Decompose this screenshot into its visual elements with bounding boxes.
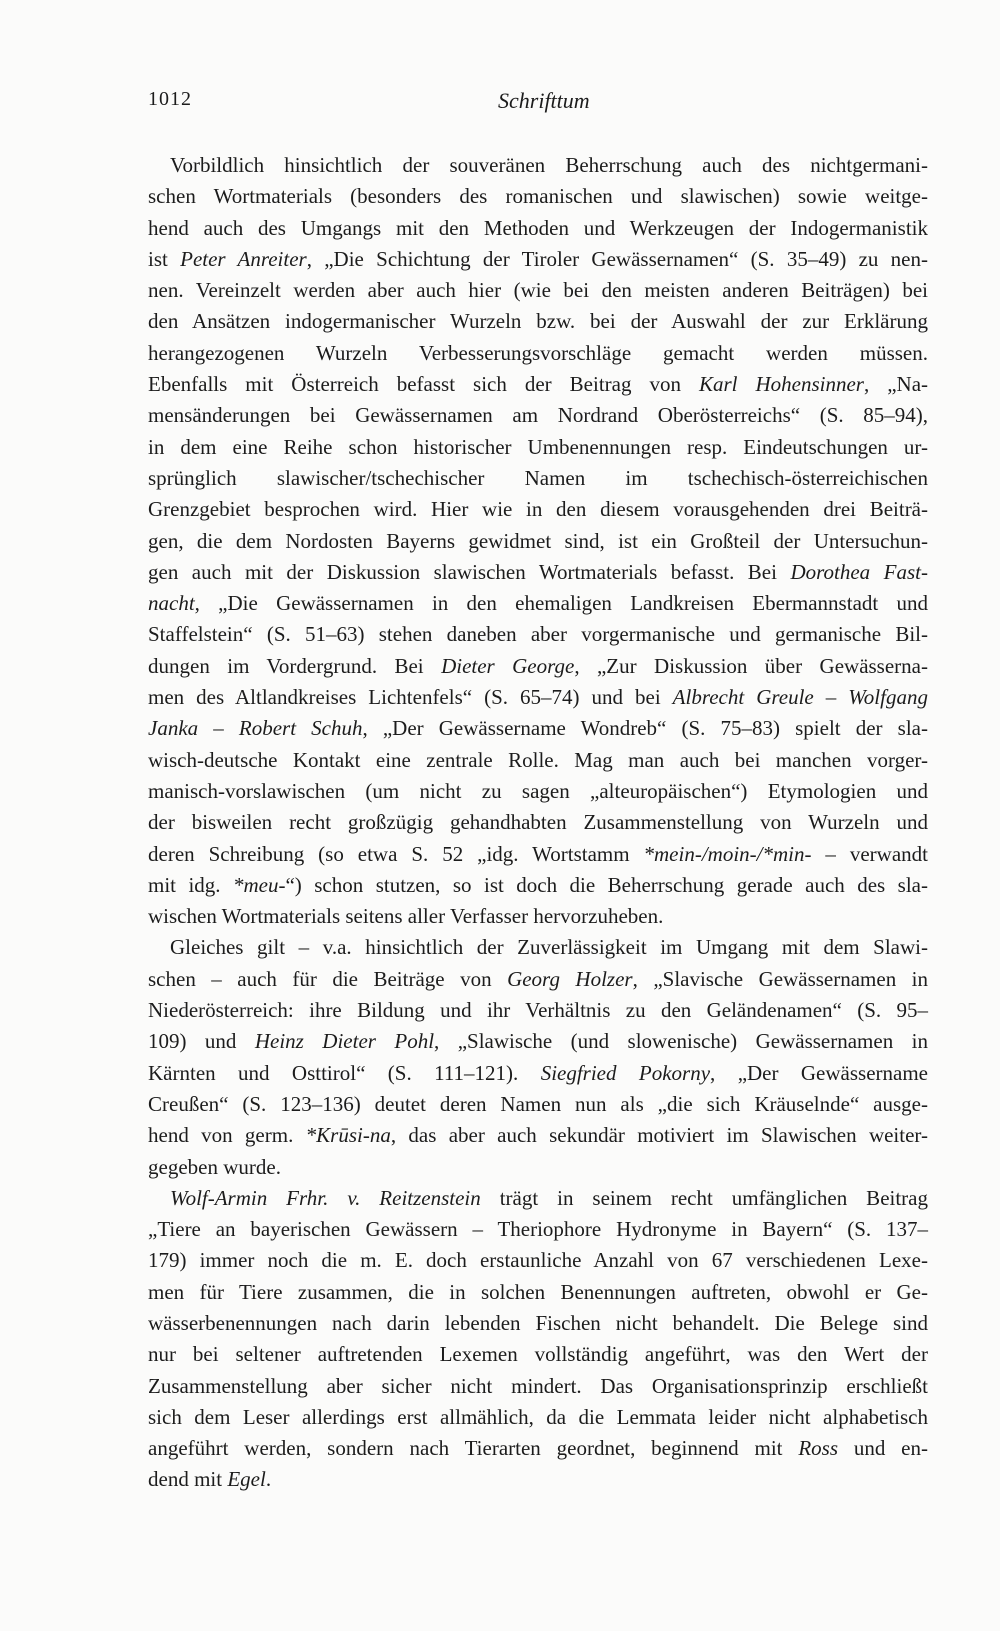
text-line: sprünglich slawischer/tschechischer Namen im tschechisch-österreichischen bbox=[148, 465, 928, 490]
text-line: Staffelstein“ (S. 51–63) stehen daneben aber vorgermanische und germanische Bil- bbox=[148, 622, 928, 647]
text-line: wisch-deutsche Kontakt eine zentrale Rolle. Mag man auch bei manchen vorger- bbox=[148, 747, 928, 772]
italic-text: *Krūsi-na bbox=[305, 1123, 391, 1148]
italic-text: Albrecht Greule – Wolfgang bbox=[672, 685, 928, 710]
text-line: gen auch mit der Diskussion slawischen Wortmaterials befasst. Bei Dorothea Fast- bbox=[148, 559, 928, 584]
body-text bbox=[148, 150, 928, 1496]
text-line: hend auch des Umgangs mit den Methoden und Werkzeugen der Indogermanistik bbox=[148, 215, 928, 240]
italic-text: *meu- bbox=[233, 872, 286, 897]
text-line: mit idg. *meu-“) schon stutzen, so ist doch die Beherrschung gerade auch des sla- bbox=[148, 872, 928, 897]
text-line: wässerbenennungen nach darin lebenden Fischen nicht behandelt. Die Belege sind bbox=[148, 1310, 928, 1335]
italic-text: Karl Hohensinner bbox=[698, 372, 864, 397]
text-line: Gleiches gilt – v.a. hinsichtlich der Zuverlässigkeit im Umgang mit dem Slawi- bbox=[170, 935, 928, 960]
italic-text: Siegfried Pokorny bbox=[540, 1060, 711, 1085]
text-line: angeführt werden, sondern nach Tierarten geordnet, beginnend mit Ross und en- bbox=[148, 1436, 928, 1461]
text-line: manisch-vorslawischen (um nicht zu sagen „alteuropäischen“) Etymologien und bbox=[148, 778, 928, 803]
text-line: 109) und Heinz Dieter Pohl, „Slawische (und slowenische) Gewässernamen in bbox=[148, 1029, 928, 1054]
text-line: gegeben wurde. bbox=[148, 1154, 281, 1179]
text-line: nur bei seltener auftretenden Lexemen vollständig angeführt, was den Wert der bbox=[148, 1342, 928, 1367]
italic-text: Wolf-Armin Frhr. v. Reitzenstein bbox=[170, 1185, 481, 1210]
text-line: men des Altlandkreises Lichtenfels“ (S. 65–74) und bei Albrecht Greule – Wolfgang bbox=[148, 685, 928, 710]
text-line: der bisweilen recht großzügig gehandhabten Zusammenstellung von Wurzeln und bbox=[148, 810, 928, 835]
text-line: men für Tiere zusammen, die in solchen Benennungen auftreten, obwohl er Ge- bbox=[148, 1279, 928, 1304]
text-line: 179) immer noch die m. E. doch erstaunliche Anzahl von 67 verschiedenen Lexe- bbox=[148, 1248, 928, 1273]
text-line: hend von germ. *Krūsi-na, das aber auch sekundär motiviert im Slawischen weiter- bbox=[148, 1123, 928, 1148]
text-line: herangezogenen Wurzeln Verbesserungsvorschläge gemacht werden müssen. bbox=[148, 340, 928, 365]
text-line: Creußen“ (S. 123–136) deutet deren Namen nun als „die sich Kräuselnde“ ausge- bbox=[148, 1091, 928, 1116]
running-head: Schrifttum bbox=[498, 88, 590, 113]
text-line: wischen Wortmaterials seitens aller Verfasser hervorzuheben. bbox=[148, 904, 664, 929]
italic-text: Heinz Dieter Pohl bbox=[254, 1029, 435, 1054]
text-line: ist Peter Anreiter, „Die Schichtung der Tiroler Gewässernamen“ (S. 35–49) zu nen- bbox=[148, 246, 928, 271]
text-line: Kärnten und Osttirol“ (S. 111–121). Siegfried Pokorny, „Der Gewässername bbox=[148, 1060, 928, 1085]
text-line: Grenzgebiet besprochen wird. Hier wie in den diesem vorausgehenden drei Beiträ- bbox=[148, 497, 928, 522]
text-line: nacht, „Die Gewässernamen in den ehemaligen Landkreisen Ebermannstadt und bbox=[148, 591, 928, 616]
text-line: Wolf-Armin Frhr. v. Reitzenstein trägt in seinem recht umfänglichen Beitrag bbox=[170, 1185, 928, 1210]
italic-text: *mein-/moin-/*min- bbox=[643, 841, 812, 866]
text-line: Ebenfalls mit Österreich befasst sich der Beitrag von Karl Hohensinner, „Na- bbox=[148, 372, 929, 397]
text-line: gen, die dem Nordosten Bayerns gewidmet sind, ist ein Großteil der Untersuchun- bbox=[148, 528, 928, 553]
text-line: Zusammenstellung aber sicher nicht mindert. Das Organisationsprinzip erschließt bbox=[148, 1373, 928, 1398]
text-line: Vorbildlich hinsichtlich der souveränen Beherrschung auch des nichtgermani- bbox=[170, 153, 928, 177]
italic-text: Dorothea Fast- bbox=[790, 559, 928, 584]
italic-text: Peter Anreiter bbox=[180, 246, 307, 271]
text-line: schen Wortmaterials (besonders des romanischen und slawischen) sowie weitge- bbox=[148, 184, 928, 209]
text-line: Janka – Robert Schuh, „Der Gewässername Wondreb“ (S. 75–83) spielt der sla- bbox=[148, 716, 928, 741]
italic-text: Janka – Robert Schuh bbox=[148, 716, 363, 741]
italic-text: Ross bbox=[798, 1436, 839, 1461]
text-line: den Ansätzen indogermanischer Wurzeln bzw. bei der Auswahl der zur Erklärung bbox=[148, 309, 928, 334]
text-line: Niederösterreich: ihre Bildung und ihr Verhältnis zu den Geländenamen“ (S. 95– bbox=[148, 998, 928, 1023]
text-line: in dem eine Reihe schon historischer Umbenennungen resp. Eindeutschungen ur- bbox=[148, 434, 928, 459]
text-line: mensänderungen bei Gewässernamen am Nordrand Oberösterreichs“ (S. 85–94), bbox=[148, 403, 928, 428]
italic-text: Egel bbox=[227, 1467, 266, 1492]
text-line: nen. Vereinzelt werden aber auch hier (wie bei den meisten anderen Beiträgen) bei bbox=[148, 278, 928, 303]
text-line: dend mit Egel. bbox=[148, 1467, 272, 1492]
page-number: 1012 bbox=[148, 88, 192, 110]
text-line: „Tiere an bayerischen Gewässern – Theriophore Hydronyme in Bayern“ (S. 137– bbox=[148, 1217, 928, 1242]
text-line: sich dem Leser allerdings erst allmählich, da die Lemmata leider nicht alphabetisch bbox=[148, 1404, 928, 1429]
page-header bbox=[148, 88, 928, 122]
italic-text: Dieter George bbox=[441, 653, 575, 678]
italic-text: Georg Holzer bbox=[507, 966, 633, 991]
text-line: dungen im Vordergrund. Bei Dieter George, „Zur Diskussion über Gewässerna- bbox=[148, 653, 928, 678]
text-line: deren Schreibung (so etwa S. 52 „idg. Wortstamm *mein-/moin-/*min- – verwandt bbox=[148, 841, 928, 866]
italic-text: nacht bbox=[148, 591, 195, 616]
text-line: schen – auch für die Beiträge von Georg Holzer, „Slavische Gewässernamen in bbox=[148, 966, 929, 991]
